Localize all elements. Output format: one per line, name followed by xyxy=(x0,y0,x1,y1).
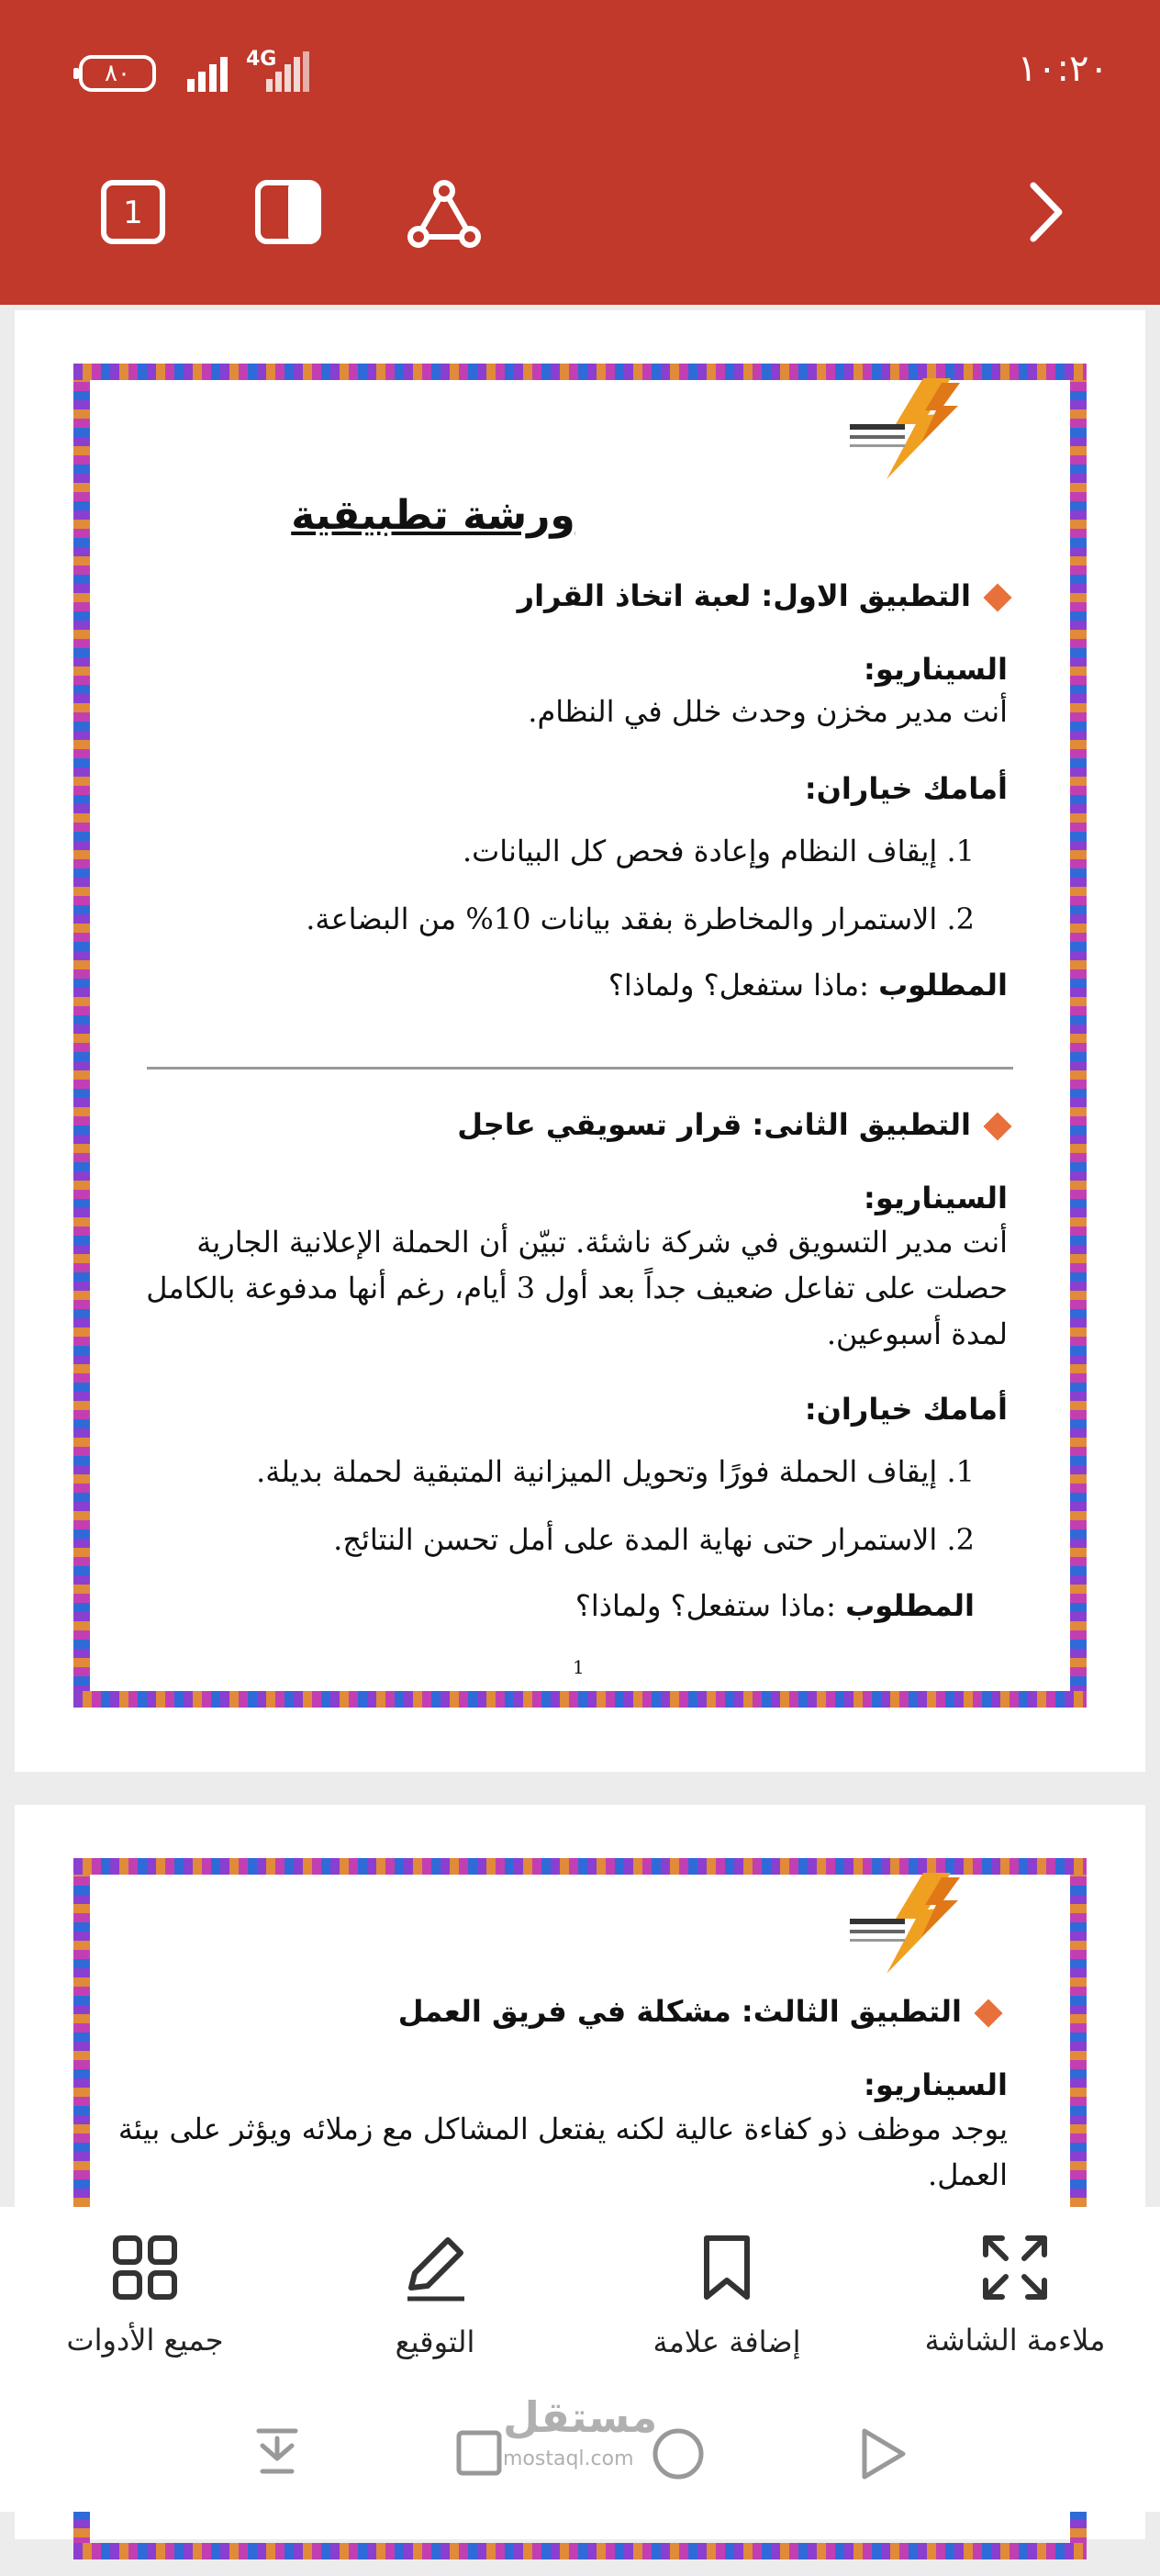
app1-scenario-label: السيناريو: xyxy=(864,652,1008,687)
recent-apps-icon[interactable] xyxy=(455,2429,503,2477)
watermark xyxy=(503,2392,658,2481)
app2-scenario-line-3: لمدة أسبوعين. xyxy=(826,1316,1008,1351)
ministry-logo xyxy=(841,1873,978,1974)
app3-scenario-label: السيناريو: xyxy=(864,2067,1008,2102)
share-icon[interactable] xyxy=(407,180,481,250)
signature-button[interactable] xyxy=(316,2234,554,2359)
diamond-bullet-icon xyxy=(983,583,1011,611)
app2-scenario-line-2: حصلت على تفاعل ضعيف جداً بعد أول 3 أيام، رغم أنها مدفوعة بالكامل xyxy=(146,1271,1008,1305)
battery-indicator: ٨٠ xyxy=(79,55,156,92)
diamond-bullet-icon xyxy=(983,1112,1011,1140)
fit-screen-button[interactable] xyxy=(896,2234,1134,2358)
app2-required: المطلوب :ماذا ستفعل؟ ولماذا؟ xyxy=(574,1588,975,1623)
all-tools-button[interactable] xyxy=(26,2234,264,2358)
reading-mode-icon[interactable] xyxy=(255,180,321,244)
watermark-latin: mostaql.com xyxy=(503,2447,634,2470)
page-badge: 1 xyxy=(123,195,143,231)
signal-strength-icon xyxy=(187,51,242,94)
watermark-arabic: مستقل xyxy=(503,2392,658,2442)
home-icon[interactable] xyxy=(652,2427,705,2481)
app1-required: المطلوب :ماذا ستفعل؟ ولماذا؟ xyxy=(608,968,1008,1002)
network-type: 4G xyxy=(246,48,277,71)
signature-label: التوقيع xyxy=(395,2324,475,2359)
app1-choice-1: 1. إيقاف النظام وإعادة فحص كل البيانات. xyxy=(462,834,975,868)
fit-screen-icon xyxy=(982,2234,1048,2301)
signal-strength-icon-2 xyxy=(266,51,314,94)
ministry-logo xyxy=(841,378,978,479)
app-header xyxy=(0,0,1160,305)
app1-heading: التطبيق الاول: لعبة اتخاذ القرار xyxy=(518,578,1008,613)
signature-pen-icon xyxy=(400,2234,470,2302)
status-time: ١٠:٢٠ xyxy=(1017,48,1109,90)
app3-scenario-line-1: يوجد موظف ذو كفاءة عالية لكنه يفتعل المشاكل مع زملائه ويؤثر على بيئة xyxy=(117,2111,1008,2146)
decorative-border xyxy=(57,347,1103,1724)
section-divider xyxy=(147,1067,1013,1070)
add-bookmark-label: إضافة علامة xyxy=(652,2324,801,2359)
page-count-icon[interactable] xyxy=(101,180,165,244)
app1-choices-label: أمامك خياران: xyxy=(804,771,1008,806)
diamond-bullet-icon xyxy=(974,1999,1002,2027)
page-title: ورشة تطبيقية xyxy=(291,492,575,539)
page-number: 1 xyxy=(573,1656,585,1678)
add-bookmark-button[interactable] xyxy=(608,2234,846,2359)
app1-scenario-text: أنت مدير مخزن وحدث خلل في النظام. xyxy=(528,694,1008,729)
fit-screen-label: ملاءمة الشاشة xyxy=(924,2323,1106,2358)
document-page-1[interactable] xyxy=(15,310,1145,1772)
all-tools-grid-icon xyxy=(112,2234,178,2301)
app2-scenario-label: السيناريو: xyxy=(864,1181,1008,1215)
app3-scenario-line-2: العمل. xyxy=(928,2157,1008,2192)
all-tools-label: جميع الأدوات xyxy=(66,2323,224,2358)
app2-choice-2: 2. الاستمرار حتى نهاية المدة على أمل تحسن النتائج. xyxy=(333,1522,975,1557)
app2-scenario-line-1: أنت مدير التسويق في شركة ناشئة. تبيّن أن الحملة الإعلانية الجارية xyxy=(196,1225,1008,1260)
back-icon[interactable] xyxy=(859,2427,907,2481)
app3-heading: التطبيق الثالث: مشكلة في فريق العمل xyxy=(398,1994,998,2029)
notification-pulldown-icon[interactable] xyxy=(253,2425,301,2477)
app2-choice-1: 1. إيقاف الحملة فورًا وتحويل الميزانية المتبقية لحملة بديلة. xyxy=(256,1454,975,1489)
app1-choice-2: 2. الاستمرار والمخاطرة بفقد بيانات 10% من البضاعة. xyxy=(306,902,975,936)
bookmark-icon xyxy=(699,2234,754,2302)
app2-choices-label: أمامك خياران: xyxy=(804,1392,1008,1427)
app2-heading: التطبيق الثانى: قرار تسويقي عاجل xyxy=(457,1107,1008,1142)
forward-arrow-icon[interactable] xyxy=(1026,180,1066,244)
